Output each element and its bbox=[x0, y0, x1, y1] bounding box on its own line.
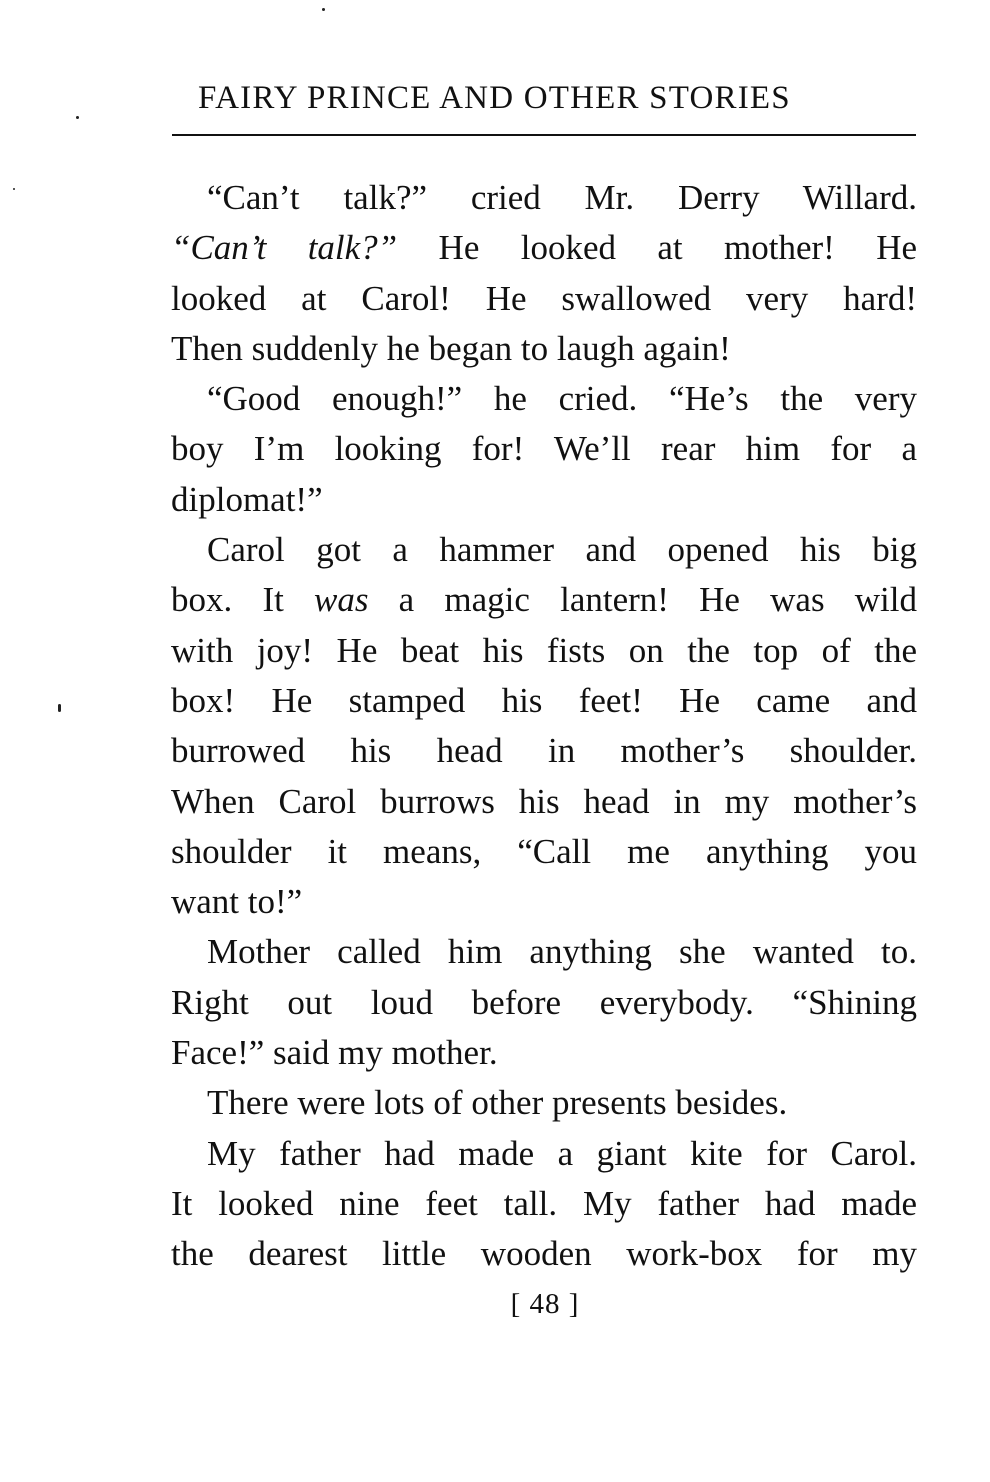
text-line: “Can’t talk?” cried Mr. Derry Willard. bbox=[207, 178, 917, 217]
text-line: boy I’m looking for! We’ll rear him for a bbox=[171, 429, 917, 469]
italic-phrase: “Can’t talk?” bbox=[171, 228, 398, 268]
header-rule bbox=[172, 134, 916, 136]
italic-word: was bbox=[314, 580, 369, 620]
text-line: Carol got a hammer and opened his big bbox=[207, 530, 917, 570]
text-line: looked at Carol! He swallowed very hard! bbox=[171, 278, 917, 318]
text-line: It looked nine feet tall. My father had made bbox=[171, 1183, 917, 1223]
text-line: “Can’t talk?” He looked at mother! He bbox=[171, 228, 918, 268]
text-line: There were lots of other presents besides. bbox=[207, 1083, 788, 1123]
text-line: Then suddenly he began to laugh again! bbox=[171, 328, 731, 368]
text-line: Face!” said my mother. bbox=[171, 1033, 498, 1073]
text-line: Right out loud before everybody. “Shining bbox=[171, 982, 917, 1022]
text-line: burrowed his head in mother’s shoulder. bbox=[171, 731, 917, 771]
text-line: box. It was a magic lantern! He was wild bbox=[171, 580, 917, 620]
text-line: the dearest little wooden work-box for my bbox=[171, 1234, 917, 1274]
text-line: with joy! He beat his fists on the top of the bbox=[171, 630, 917, 670]
scan-speck bbox=[13, 188, 15, 190]
text-line: Mother called him anything she wanted to. bbox=[207, 932, 917, 972]
text-line: When Carol burrows his head in my mother’s bbox=[171, 781, 917, 821]
text-line: shoulder it means, “Call me anything you bbox=[171, 831, 917, 871]
text-line: box! He stamped his feet! He came and bbox=[171, 680, 917, 720]
scan-speck bbox=[76, 116, 79, 119]
text-line: My father had made a giant kite for Carol. bbox=[207, 1133, 917, 1173]
page-body-text bbox=[171, 173, 917, 1280]
running-header: FAIRY PRINCE AND OTHER STORIES bbox=[198, 80, 791, 116]
text-line: “Good enough!” he cried. “He’s the very bbox=[207, 379, 917, 419]
text-line: diplomat!” bbox=[171, 479, 323, 519]
scan-speck bbox=[58, 704, 61, 712]
scan-speck bbox=[322, 8, 325, 11]
text-line: want to!” bbox=[171, 882, 303, 922]
page-number: [ 48 ] bbox=[510, 1288, 580, 1320]
